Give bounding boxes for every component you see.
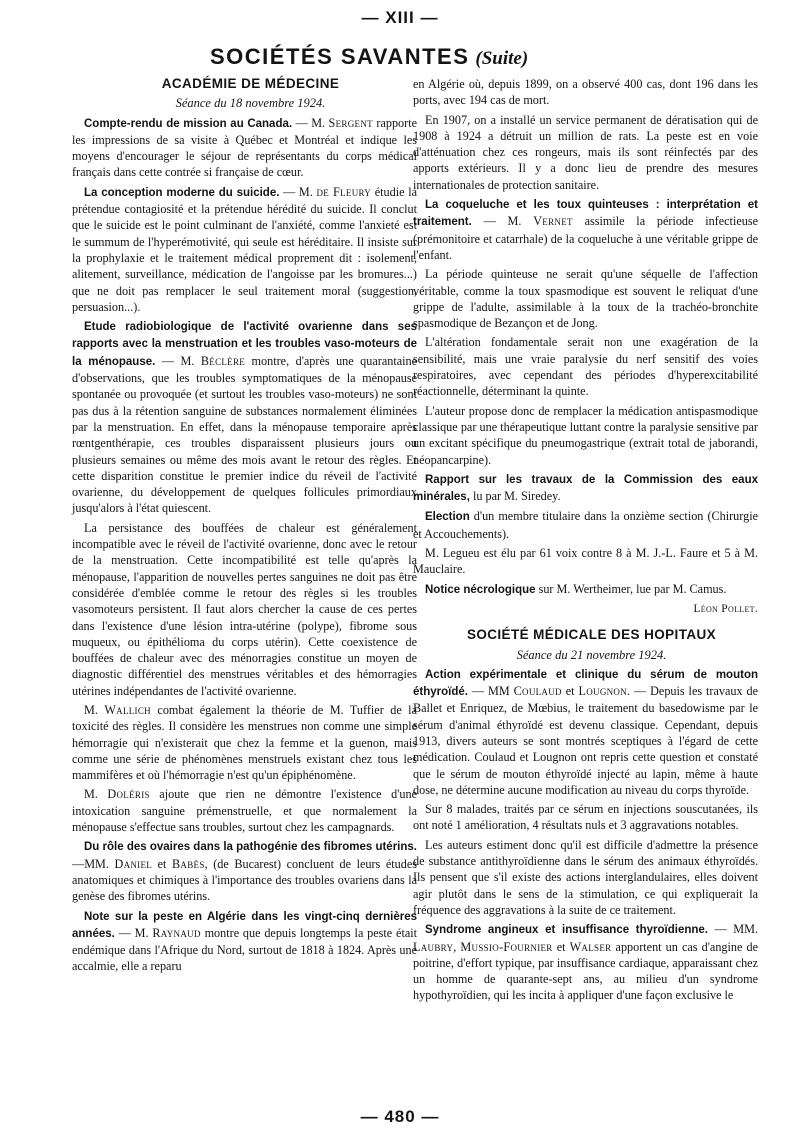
author-name: Walser — [569, 939, 612, 954]
session-date: Séance du 21 novembre 1924. — [516, 647, 667, 662]
paragraph: Note sur la peste en Algérie dans les vingt-cinq dernières années. — M. Raynaud montre que depuis longtemps la peste était endémique dans l'Afrique du Nord, surtout de 1818 à 1824. Après une accalmie, elle a reparu — [72, 910, 418, 974]
paragraph: La coqueluche et les toux quinteuses : interprétation et traitement. — M. Vernet assimile la période infectieuse (prémonitoire et catarrhale) de la coqueluche à une véritable grippe de l'enfant. — [413, 199, 758, 262]
entry-heading: La conception moderne du suicide. — [84, 186, 280, 199]
author-name: Wallich — [104, 702, 151, 717]
author-name: Vernet — [533, 214, 573, 229]
paragraph: Etude radiobiologique de l'activité ovarienne dans ses rapports avec la menstruation et les troubles vaso-moteurs de la ménopause. — M. Béclère montre, d'après une quarantaine d'observations, que les troubles symptomatiques de la ménopause spontanée ou provoquée (et surtout les troubles vaso-moteurs) ne sont pas dus à la rétention sanguine de substances normalement éliminées par la menstruation. En effet, dans la ménopause temporaire après rœntgenthérapie, ces troubles disparaissent plusieurs jours ou plusieurs semaines ou même des mois avant le retour des règles. Et cette disparition constitue le premier indice du réveil de l'activité ovarienne, du développement de quelques follicules primordiaux jusqu'alors à l'état quiescent. — [72, 321, 418, 516]
paragraph: Sur 8 malades, traités par ce sérum en injections souscutanées, ils ont noté 1 amélioration, 4 résultats nuls et 3 aggravations notables. — [413, 802, 758, 833]
title-suite: (Suite) — [475, 48, 529, 69]
section-title-hopitaux: SOCIÉTÉ MÉDICALE DES HOPITAUX — [466, 627, 717, 643]
roman-page-number: — XIII — — [361, 8, 439, 27]
author-name: Lougnon — [578, 684, 628, 699]
author-name: Doléris — [107, 787, 150, 802]
entry-heading: Election — [425, 511, 470, 524]
entry-heading: Compte-rendu de mission au Canada. — [84, 117, 293, 130]
paragraph: Compte-rendu de mission au Canada. — M. Sergent rapporte les impressions de sa visite à Québec et Montréal et indique les moyens d'encourager le séjour de représentants du corps médical français dans cette contrée si française de cœur. — [72, 115, 417, 180]
author-name: Sergent — [328, 115, 373, 130]
paragraph: Rapport sur les travaux de la Commission des eaux minérales, lu par M. Siredey. — [413, 473, 758, 504]
paragraph: Syndrome angineux et insuffisance thyroïdienne. — MM. Laubry, Mussio-Fournier et Walser apportent un cas d'angine de poitrine, d'effort typique, par insuffisance cardiaque, apparaissant chez un homme de quarante-sept ans, au milieu d'un syndrome hypothyroïdien, qui les incita à appliquer d'une façon exclusive le — [413, 922, 759, 1003]
author-name: Coulaud — [513, 684, 562, 699]
entry-heading: Action expérimentale et clinique du sérum de mouton éthyroïdé. — [413, 668, 758, 699]
entry-heading: Rapport sur les travaux de la Commission des eaux minérales, — [413, 473, 758, 504]
entry-heading: Etude radiobiologique de l'activité ovarienne dans ses rapports avec la menstruation et les troubles vaso-moteurs de la ménopause. — [72, 321, 417, 368]
author-name: Babès — [171, 856, 205, 871]
paragraph: en Algérie où, depuis 1899, on a observé 400 cas, dont 196 dans les ports, avec 194 cas de mort. — [413, 77, 758, 108]
author-name: Mussio-Fournier — [460, 939, 553, 954]
section-title-academie: ACADÉMIE DE MÉDECINE — [161, 76, 340, 91]
author-name: Daniel — [114, 856, 153, 871]
right-column — [413, 76, 758, 1007]
paragraph: M. Doléris ajoute que rien ne démontre l'existence d'une intoxication sanguine prémenstruelle, et que normalement la ménopause s'effectue sans troubles, surtout chez les campagnards. — [72, 787, 417, 835]
entry-heading: Syndrome angineux et insuffisance thyroïdienne. — [425, 924, 708, 937]
entry-heading: Note sur la peste en Algérie dans les vingt-cinq dernières années. — [72, 910, 417, 940]
entry-heading: La coqueluche et les toux quinteuses : interprétation et traitement. — [413, 199, 758, 229]
paragraph: L'auteur propose donc de remplacer la médication antispasmodique classique par une thérapeutique luttant contre la paralysie sensitive par un excitant spécifique du pneumogastrique (extrait total de jaborandi, néopancarpine). — [413, 403, 758, 467]
paragraph: Du rôle des ovaires dans la pathogénie des fibromes utérins. —MM. Daniel et Babès, (de Bucarest) concluent de leurs études anatomiques et chimiques à l'importance des troubles ovariens dans la genèse des fibromes utérins. — [72, 841, 417, 904]
paragraph: Les auteurs estiment donc qu'il est difficile d'admettre la présence de substance antithyroïdienne dans le sérum des animaux éthyroïdés. Ils pensent que s'il existe des actions interglandulaires, elles doivent agir plutôt dans le sens de la stimulation, ce qui expliquerait la fréquence des aggravations à la suite de ce traitement. — [413, 837, 758, 917]
author-name: Béclère — [200, 353, 246, 368]
page-title — [210, 44, 528, 70]
paragraph: La période quinteuse ne serait qu'une séquelle de l'affection véritable, comme la toux spasmodique est souvent le reliquat d'une grippe de l'adulte, assimilable à la toux de la trachéo-bronchite spasmodique de Bezançon et de Jong. — [413, 267, 758, 331]
paragraph: M. Legueu est élu par 61 voix contre 8 à M. J.-L. Faure et 5 à M. Mauclaire. — [413, 546, 758, 577]
page-number: — 480 — — [360, 1107, 440, 1126]
paragraph: L'altération fondamentale serait non une exagération de la sensibilité, mais une vraie paralysie du nerf sensitif des voies respiratoires, avec cependant des périodes d'hyperexcitabilité réactionnelle, déterminant la quinte. — [413, 335, 758, 399]
author-name: Raynaud — [152, 925, 201, 940]
entry-heading: Notice nécrologique — [425, 583, 536, 596]
author-name: Laubry — [413, 939, 454, 954]
paragraph: M. Wallich combat également la théorie de M. Tuffier de la toxicité des règles. Il considère les menstrues non comme une simple hémorragie qui n'existerait que chez la femme et la guenon, mais comme une série de phénomènes menstruels existant chez tous les mammifères et où l'hémorragie n'est qu'un épiphénomène. — [72, 702, 417, 783]
paragraph: Action expérimentale et clinique du sérum de mouton éthyroïdé. — MM Coulaud et Lougnon. — Depuis les travaux de Ballet et Enriquez, de Mœbius, le traitement du basedowisme par le sérum d'animal éthyroïdé est devenu classique. Cependant, depuis 1913, divers auteurs se sont montrés sceptiques à l'égard de cette médication. Coulaud et Lougnon ont repris cette question et constaté que le sérum de mouton éthyroïdé injecté au lapin, même à haute dose, ne détermine aucune modification au niveau du corps thyroïde. — [413, 668, 758, 797]
left-column — [72, 76, 417, 978]
paragraph: La persistance des bouffées de chaleur est généralement incompatible avec le réveil de l'activité ovarienne, donc avec le retour de la menstruation. Cette incompatibilité est telle qu'après la ménopause, l'apparition de nouvelles pertes sanguines ne doit pas être considérée d'emblée comme le retour des règles si les troubles vasomoteurs persistent. Il faut alors chercher la cause de ces pertes dans l'existence d'une lésion intra-utérine (polype), fibrome sous muqueux, ou épithélioma du corps utérin). Cette coexistence de bouffées de chaleur avec des ménorragies constitue un moyen de diagnostic différentiel des menstrues véritables et des hémorragies utérines indépendantes de l'activité ovarienne. — [72, 520, 417, 698]
paragraph: En 1907, on a installé un service permanent de dératisation qui de 1908 à 1924 a détruit un million de rats. La peste est en voie d'atténuation chez ces rongeurs, mais ils sont réinfectés par des apports extérieurs. Il y a donc lieu de prendre des mesures internationales de protection sanitaire. — [413, 112, 758, 192]
paragraph: Election d'un membre titulaire dans la onzième section (Chirurgie et Accouchements). — [413, 509, 758, 541]
author-name: de Fleury — [316, 184, 372, 199]
entry-heading: Du rôle des ovaires dans la pathogénie des fibromes utérins. — [84, 841, 417, 854]
paragraph: La conception moderne du suicide. — M. de Fleury étudie la prétendue contagiosité et la prétendue hérédité du suicide. Il conclut que le suicide est le point culminant de l'anxiété, comme l'anxieté est le summum de l'hyperémotivité, qui seule est héréditaire. Il insiste sur la prophylaxie et le traitement médical proprement dit : isolement, alitement, surveillance, médication de l'angoisse par les bromures...) que ne doit pas remplacer le seul traitement moral (suggestion, persuasion...). — [72, 184, 417, 314]
paragraph: Notice nécrologique sur M. Wertheimer, lue par M. Camus. — [425, 581, 727, 596]
session-date: Séance du 18 novembre 1924. — [175, 96, 326, 111]
signature: Léon Pollet. — [693, 602, 758, 615]
title-text: SOCIÉTÉS SAVANTES — [210, 44, 470, 69]
